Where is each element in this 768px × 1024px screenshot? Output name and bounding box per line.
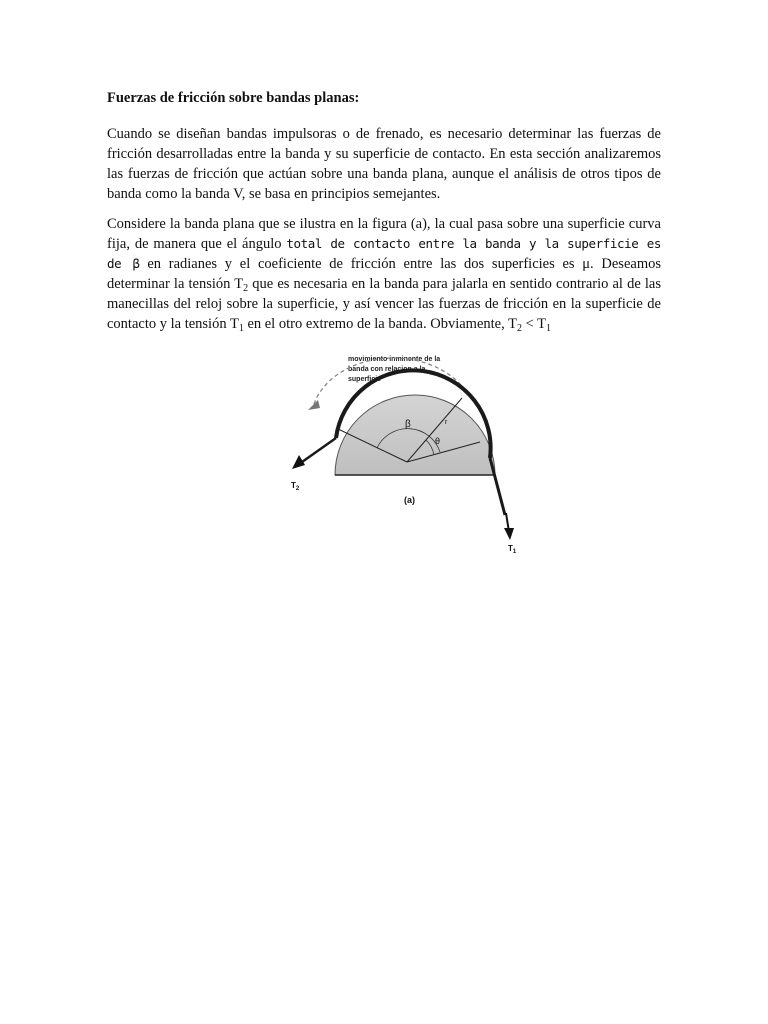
- t2-arrowhead: [292, 455, 305, 469]
- document-page: [107, 88, 661, 344]
- p2-sub-f: 1: [545, 323, 551, 334]
- figure-caption-line3: superficie: [348, 376, 382, 383]
- p2-sub-c: 2: [243, 283, 249, 294]
- paragraph-belt-description: [107, 214, 661, 334]
- motion-arc: [314, 358, 465, 404]
- belt-figure: [280, 350, 540, 565]
- p2-part-d: que es necesaria en la banda para jalarla en sentido contrario al de las manecillas del reloj sobre la superficie, y así vencer las fuerzas de fricción en la superficie de contacto y la tensión T: [107, 276, 662, 332]
- figure-label-a: (a): [404, 495, 415, 505]
- label-beta: β: [405, 419, 411, 430]
- label-r: r: [445, 419, 448, 426]
- section-heading: Fuerzas de fricción sobre bandas planas:: [107, 90, 360, 106]
- belt-left-leg: [302, 438, 336, 462]
- label-t2: $T_2$: [291, 481, 300, 492]
- p2-part-e: en el otro extremo de la banda. Obviamente, T: [247, 316, 517, 332]
- p2-part-a: Considere la banda plana que se ilustra en la figura (a), la cual pasa sobre una superficie curva fija, de manera que el ángulo: [107, 216, 661, 252]
- label-theta: θ: [435, 436, 441, 446]
- p2-sub-e: 2: [516, 323, 522, 334]
- motion-arrowhead: [308, 400, 320, 410]
- label-t1: $T_1$: [508, 544, 517, 555]
- belt-diagram: [280, 350, 540, 565]
- p2-part-b: total de contacto entre la banda y la superficie es de β: [107, 236, 661, 271]
- curved-surface: [335, 395, 495, 475]
- figure-caption-line1: movimiento inminente de la: [348, 356, 441, 363]
- p2-part-c: en radianes y el coeficiente de fricción entre las dos superficies es μ. Deseamos determinar la tensión T: [107, 256, 661, 292]
- belt-right-leg: [490, 458, 505, 515]
- figure-caption-line2: banda con relacion a la: [348, 366, 426, 373]
- paragraph-intro: Cuando se diseñan bandas impulsoras o de frenado, es necesario determinar las fuerzas de fricción desarrolladas entre la banda y su superficie de contacto. En esta sección analizaremos las fuerzas de fricción que actúan sobre una banda plana, aunque el análisis de otros tipos de banda como la banda V, se basa en principios semejantes.: [107, 126, 661, 202]
- p2-sub-d: 1: [238, 323, 244, 334]
- t1-arrowhead: [504, 528, 514, 540]
- p2-part-f: < T: [521, 316, 546, 332]
